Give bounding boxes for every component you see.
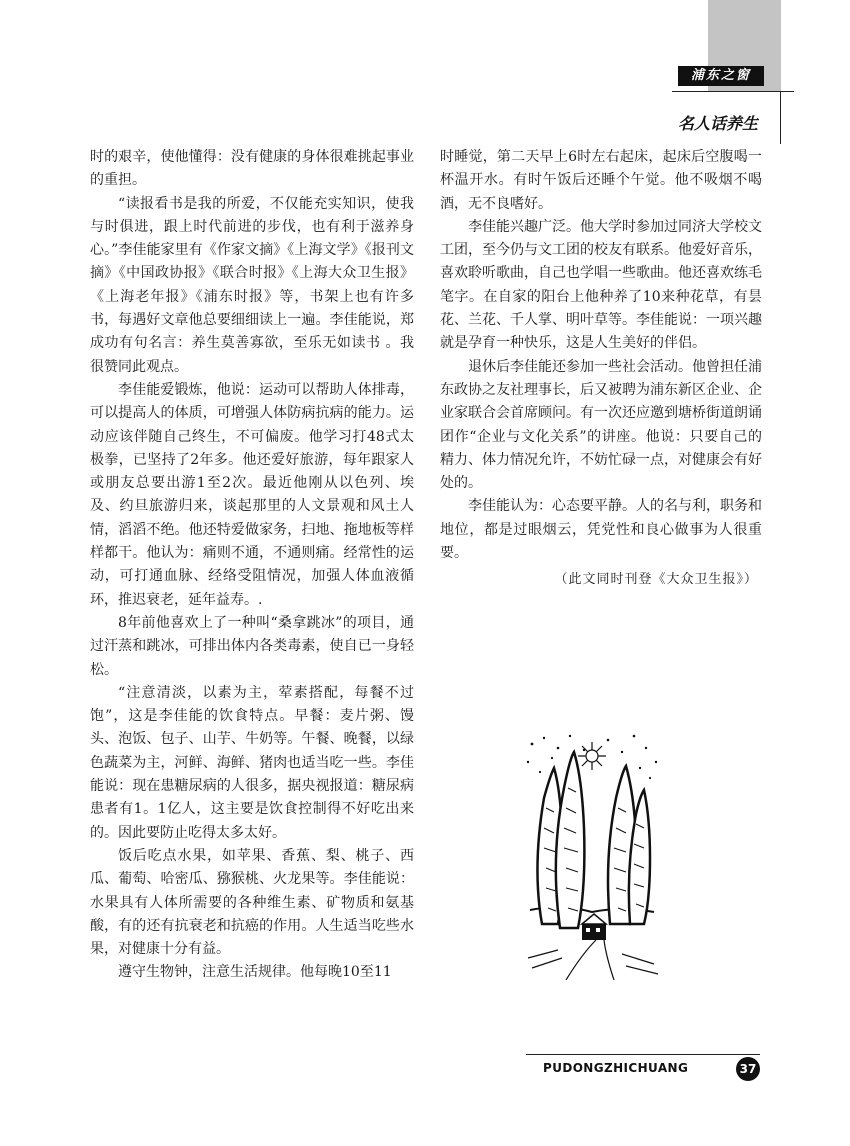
paragraph: 时睡觉，第二天早上6时左右起床，起床后空腹喝一杯温开水。有时午饭后还睡个午觉。他不吸烟不喝酒，无不良嗜好。 bbox=[440, 149, 762, 212]
paragraph: 李佳能认为：心态要平静。人的名与利，职务和地位，都是过眼烟云，凭党性和良心做事为人很重要。 bbox=[440, 498, 762, 562]
paragraph: “注意清淡，以素为主，荤素搭配，每餐不过饱”，这是李佳能的饮食特点。早餐：麦片粥、馒头、泡饭、包子、山芋、牛奶等。午餐、晚餐，以绿色蔬菜为主，河鲜、海鲜、猪肉也适当吃一些。李佳能说：现在患糖尿病的人很多，据央视报道：糖尿病患者有1。1亿人，这主要是饮食控制得不好吃出来的。因此要防止吃得太多太好。 bbox=[90, 684, 414, 841]
paragraph: 李佳能爱锻炼，他说：运动可以帮助人体排毒，可以提高人的体质，可增强人体防病抗病的能力。运动应该伴随自己终生，不可偏废。他学习打48式太极拳，已坚持了2年多。他还爱好旅游，每年跟家人或朋友总要出游1至2次。最近他刚从以色列、埃及、约旦旅游归来，谈起那里的人文景观和风土人情，滔滔不绝。他还特爱做家务，扫地、拖地板等样样都干。他认为：痛则不通，不通则痛。经常性的运动，可打通血脉、经络受阻情况，加强人体血液循环，推迟衰老，延年益寿。. bbox=[90, 381, 414, 608]
article-column-left bbox=[90, 146, 414, 985]
paragraph: 李佳能兴趣广泛。他大学时参加过同济大学校文工团，至今仍与文工团的校友有联系。他爱好音乐，喜欢聆听歌曲，自己也学唱一些歌曲。他还喜欢练毛笔字。在自家的阳台上他种养了10来种花草，有昙花、兰花、千人掌、明叶草等。李佳能说：一项兴趣就是孕育一种快乐，这是人生美好的伴侣。 bbox=[440, 218, 762, 352]
header-rule-horizontal bbox=[672, 91, 794, 92]
cypress-trees-illustration bbox=[522, 728, 662, 980]
paragraph: 饭后吃点水果，如苹果、香蕉、梨、桃子、西瓜、葡萄、哈密瓜、猕猴桃、火龙果等。李佳能说：水果具有人体所需要的各种维生素、矿物质和氨基酸，有的还有抗衰老和抗癌的作用。人生适当吃些水果，对健康十分有益。 bbox=[90, 847, 414, 958]
paragraph: 8年前他喜欢上了一种叫“桑拿跳冰”的项目，通过汗蒸和跳冰，可排出体内各类毒素，使自已一身轻松。 bbox=[90, 614, 414, 678]
paragraph: “读报看书是我的所爱，不仅能充实知识，使我与时俱进，跟上时代前进的步伐，也有利于滋养身心。”李佳能家里有《作家文摘》《上海文学》《报刊文摘》《中国政协报》《联合时报》《上海大众卫生报》《上海老年报》《浦东时报》等，书架上也有许多书，每遇好文章他总要细细读上一遍。李佳能说，郑成功有句名言：养生莫善寡欲，至乐无如读书 。我很赞同此观点。 bbox=[90, 195, 414, 375]
paragraph: 时的艰辛，使他懂得：没有健康的身体很难挑起事业的重担。 bbox=[90, 149, 414, 189]
footer-magazine-name: PUDONGZHICHUANG bbox=[543, 1061, 689, 1075]
source-note: （此文同时刊登《大众卫生报》） bbox=[554, 572, 758, 588]
article-column-right bbox=[440, 146, 762, 592]
header-rule-vertical bbox=[780, 92, 781, 144]
paragraph: 退休后李佳能还参加一些社会活动。他曾担任浦东政协之友社理事长，后又被聘为浦东新区企业、企业家联合会首席顾问。有一次还应邀到塘桥街道朗诵团作“企业与文化关系”的讲座。他说：只要自己的精力、体力情况允许，不妨忙碌一点，对健康会有好处的。 bbox=[440, 358, 762, 492]
footer-rule bbox=[526, 1054, 760, 1055]
paragraph: 遵守生物钟，注意生活规律。他每晚10至11 bbox=[118, 964, 392, 981]
page-number-badge: 37 bbox=[736, 1057, 760, 1081]
section-title: 名人话养生 bbox=[677, 114, 758, 133]
magazine-logo: 浦东之窗 bbox=[678, 66, 764, 86]
